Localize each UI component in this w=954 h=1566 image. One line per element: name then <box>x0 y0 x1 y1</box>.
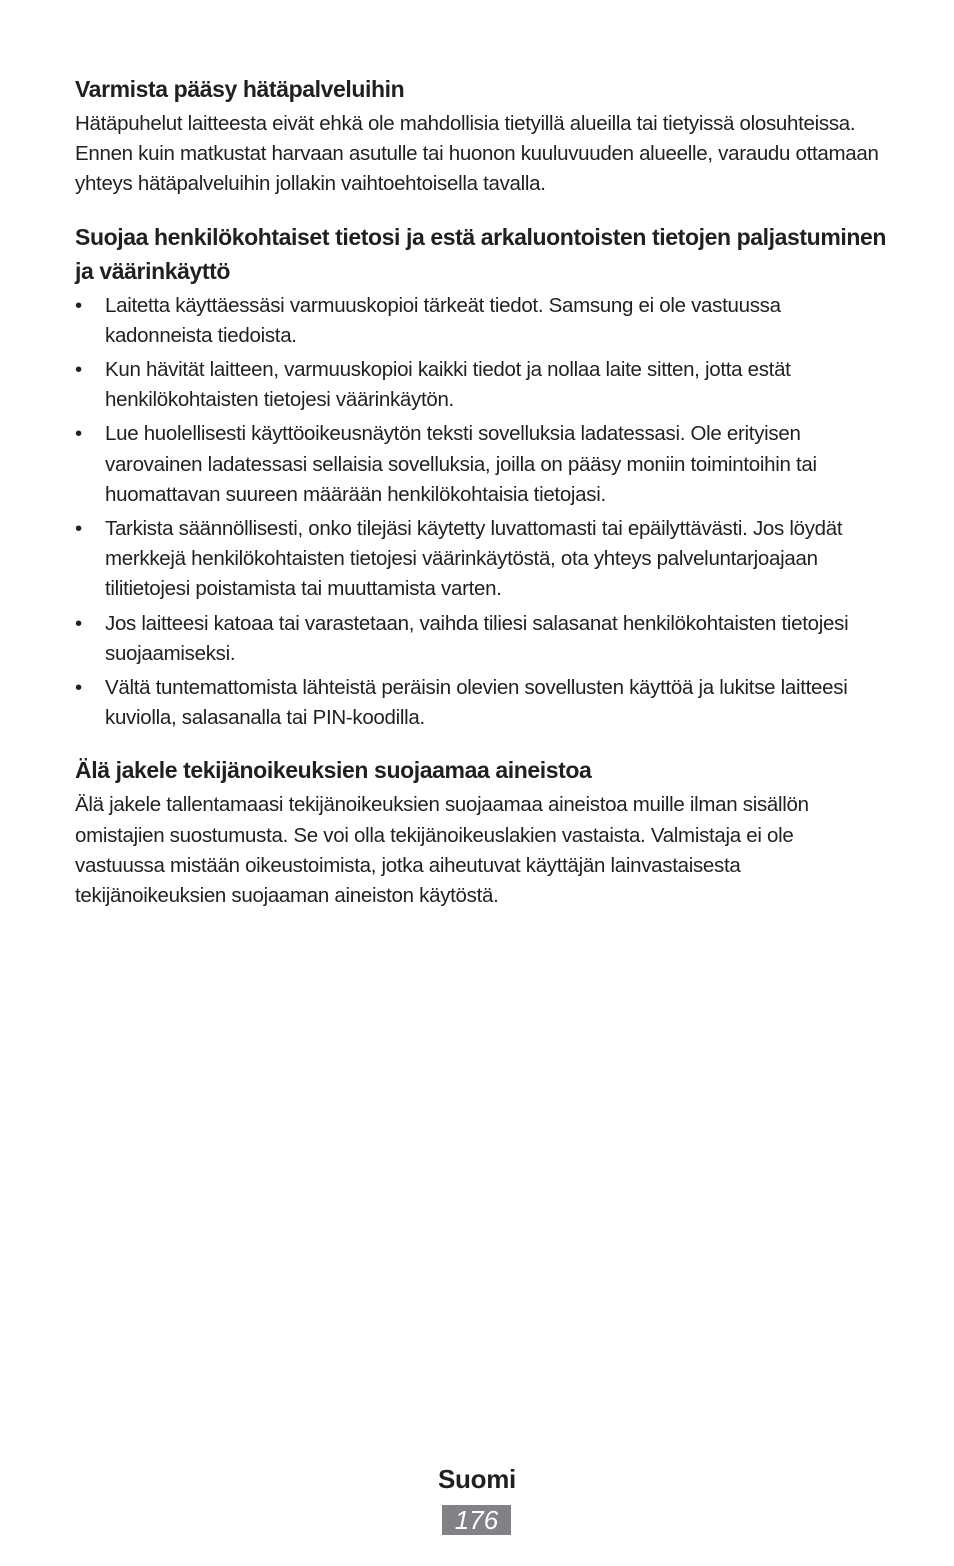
list-item <box>75 514 887 605</box>
section-heading: Suojaa henkilökohtaiset tietosi ja estä arkaluontoisten tietojen paljastuminen ja väärinkäyttö <box>75 223 887 284</box>
list-item-text: Jos laitteesi katoaa tai varastetaan, vaihda tiliesi salasanat henkilökohtaisten tietojesi suojaamiseksi. <box>105 611 849 665</box>
section-heading: Varmista pääsy hätäpalveluihin <box>75 76 405 102</box>
bullet-marker: • <box>75 422 82 446</box>
list-item-text: Vältä tuntemattomista lähteistä peräisin olevien sovellusten käyttöä ja lukitse laitteesi kuviolla, salasanalla tai PIN-koodilla. <box>105 676 848 730</box>
page-content <box>75 72 887 911</box>
list-item-text: Laitetta käyttäessäsi varmuuskopioi tärkeät tiedot. Samsung ei ole vastuussa kadonneista tiedoista. <box>105 293 781 347</box>
bullet-marker: • <box>75 676 82 700</box>
section-paragraph: Älä jakele tallentamaasi tekijänoikeuksien suojaamaa aineistoa muille ilman sisällön omistajien suostumusta. Se voi olla tekijänoikeuslakien vastaista. Valmistaja ei ole vastuussa mistään oikeustoimista, jotka aiheutuvat käyttäjän lainvastaisesta tekijänoikeuksien suojaaman aineiston käytöstä. <box>75 793 809 908</box>
section-paragraph: Hätäpuhelut laitteesta eivät ehkä ole mahdollisia tietyillä alueilla tai tietyissä olosuhteissa. Ennen kuin matkustat harvaan asutulle tai huonon kuuluvuuden alueelle, varaudu ottamaan yhteys hätäpalveluihin jollakin vaihtoehtoisella tavalla. <box>75 112 879 196</box>
bullet-marker: • <box>75 358 82 382</box>
bullet-marker: • <box>75 293 82 317</box>
list-item-text: Kun hävität laitteen, varmuuskopioi kaikki tiedot ja nollaa laite sitten, jotta estät henkilökohtaisten tietojesi väärinkäytön. <box>105 358 791 412</box>
section-personal-data <box>75 220 887 734</box>
page-number-badge: 176 <box>442 1505 511 1535</box>
list-item <box>75 419 887 510</box>
list-item <box>75 355 887 415</box>
bullet-marker: • <box>75 611 82 635</box>
bullet-marker: • <box>75 517 82 541</box>
section-copyright <box>75 753 887 911</box>
bullet-list <box>75 291 887 734</box>
section-emergency-services <box>75 72 887 200</box>
list-item <box>75 673 887 733</box>
list-item <box>75 291 887 351</box>
list-item-text: Lue huolellisesti käyttöoikeusnäytön teksti sovelluksia ladatessasi. Ole erityisen varovainen ladatessasi sellaisia sovelluksia, joilla on pääsy moniin toimintoihin tai huomattavan suureen määrään henkilökohtaisia tietojasi. <box>105 422 817 506</box>
footer-language: Suomi <box>438 1464 516 1494</box>
section-heading: Älä jakele tekijänoikeuksien suojaamaa aineistoa <box>75 757 592 784</box>
list-item <box>75 609 887 669</box>
list-item-text: Tarkista säännöllisesti, onko tilejäsi käytetty luvattomasti tai epäilyttävästi. Jos löydät merkkejä henkilökohtaisten tietojesi väärinkäytöstä, ota yhteys palveluntarjoajaan tilitietojesi poistamista tai muuttamista varten. <box>105 517 843 601</box>
